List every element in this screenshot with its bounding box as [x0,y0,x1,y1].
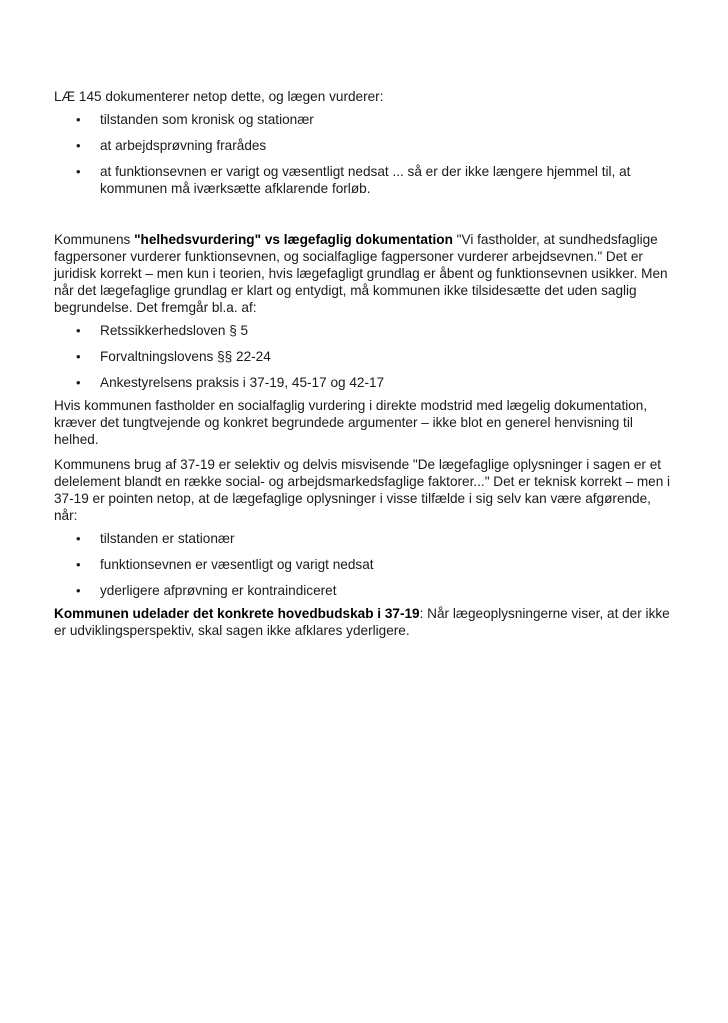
list-item [54,582,674,599]
bullet-icon: • [76,375,81,390]
bullet-icon: • [76,557,81,572]
bullet-icon: • [76,112,81,127]
conclusion-bold: Kommunen udelader det konkrete hovedbudskab i 37-19 [54,606,420,621]
list-item-text: at arbejdsprøvning frarådes [100,138,267,153]
list-item [54,374,674,391]
list-item [54,556,674,573]
document-page [54,88,674,639]
paragraph-lead: Kommunens [54,232,135,247]
conclusion-body: : Når lægeoplysningerne viser, at der ikke er udviklingsperspektiv, skal sagen ikke afklares yderligere. [54,606,670,638]
conclusion-paragraph [54,605,674,639]
section-heading-bold: "helhedsvurdering" vs lægefaglig dokumentation [134,232,453,247]
intro-paragraph: LÆ 145 dokumenterer netop dette, og lægen vurderer: [54,89,384,104]
bullet-icon: • [76,583,81,598]
list-item [54,111,674,128]
list-item [54,163,674,197]
paragraph-body: "Vi fastholder, at sundhedsfaglige fagpersoner vurderer funktionsevnen, og socialfaglige fagpersoner vurderer arbejdsevnen." Det er juridisk korrekt – men kun i teorien, hvis lægefagligt grundlag er åbent og funktionsevnen usikker. Men når det lægefaglige grundlag er klart og entydigt, må kommunen ikke tilsidesætte det uden saglig begrundelse. Det fremgår bl.a. af: [54,232,668,315]
list-item-text: tilstanden som kronisk og stationær [100,112,314,127]
bullet-icon: • [76,531,81,546]
helhedsvurdering-paragraph [54,231,674,316]
bullet-icon: • [76,164,81,179]
list-item-text: at funktionsevnen er varigt og væsentligt nedsat ... så er der ikke længere hjemmel til, at kommunen må iværksætte afklarende forløb. [100,164,631,196]
list-item-text: funktionsevnen er væsentligt og varigt nedsat [100,557,374,572]
list-item-text: Ankestyrelsens praksis i 37-19, 45-17 og 42-17 [100,375,385,390]
list-item-text: Retssikkerhedsloven § 5 [100,323,249,338]
list-item-text: yderligere afprøvning er kontraindiceret [100,583,337,598]
modstrid-paragraph: Hvis kommunen fastholder en socialfaglig vurdering i direkte modstrid med lægelig dokumentation, kræver det tungtvejende og konkret begrundede argumenter – ikke blot en generel henvisning til helhed. [54,398,648,447]
list-item [54,530,674,547]
selective-use-paragraph: Kommunens brug af 37-19 er selektiv og delvis misvisende "De lægefaglige oplysninger i sagen er et delelement blandt en række social- og arbejdsmarkedsfaglige faktorer..." Det er teknisk korrekt – men i 37-19 er pointen netop, at de lægefaglige oplysninger i visse tilfælde i sig selv kan være afgørende, når: [54,457,671,523]
bullet-icon: • [76,349,81,364]
list-item-text: tilstanden er stationær [100,531,235,546]
list-item-text: Forvaltningslovens §§ 22-24 [100,349,271,364]
bullet-icon: • [76,323,81,338]
criteria-bullet-list [54,530,674,599]
legal-basis-bullet-list [54,322,674,391]
intro-bullet-list [54,111,674,197]
list-item [54,137,674,154]
section-spacer [54,203,674,231]
list-item [54,322,674,339]
bullet-icon: • [76,138,81,153]
list-item [54,348,674,365]
